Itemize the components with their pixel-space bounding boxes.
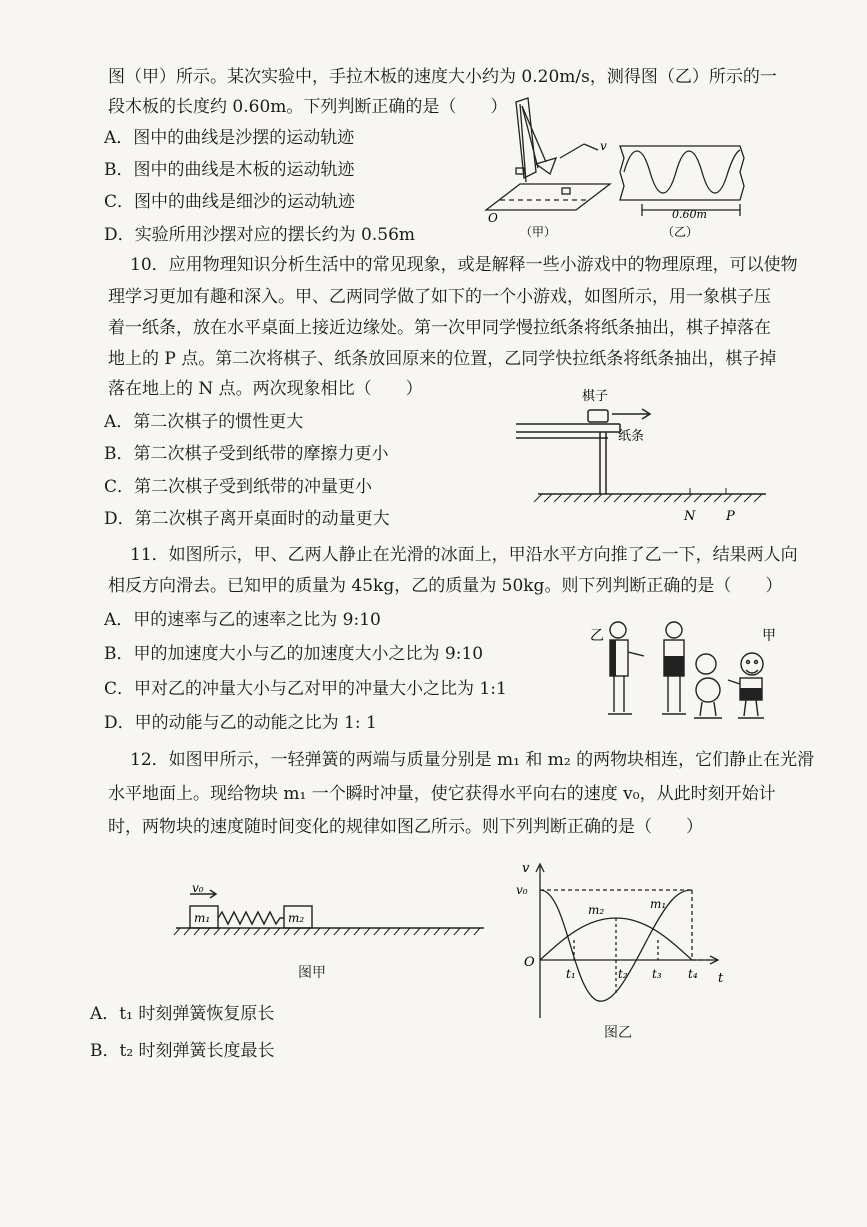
q12-fig-jia-m1-label: m₁ xyxy=(194,911,211,925)
q12-figure-yi-vt-graph xyxy=(508,856,734,1028)
q9-figure-yi xyxy=(612,138,752,242)
q10-line-5: 落在地上的 N 点。两次现象相比（ ） xyxy=(108,379,423,399)
q12-fig-yi-t3-label: t₃ xyxy=(652,967,662,981)
q9-fig-jia-caption: （甲） xyxy=(520,225,557,239)
q10-fig-n-label: N xyxy=(684,509,696,524)
q12-fig-yi-o-label: O xyxy=(524,955,535,970)
q11-figure-skaters xyxy=(588,612,778,730)
q10-line-2: 理学习更加有趣和深入。甲、乙两同学做了如下的一个小游戏，如图所示，用一象棋子压 xyxy=(108,287,771,307)
q12-fig-yi-t1-label: t₁ xyxy=(566,967,576,981)
q12-fig-yi-m2-label: m₂ xyxy=(588,903,605,917)
q12-line-1: 12．如图甲所示，一轻弹簧的两端与质量分别是 m₁ 和 m₂ 的两物块相连，它们静止在光滑 xyxy=(130,750,815,770)
q10-option-b: B．第二次棋子受到纸带的摩擦力更小 xyxy=(104,444,389,464)
q10-line-4: 地上的 P 点。第二次将棋子、纸条放回原来的位置，乙同学快拉纸条将纸条抽出，棋子掉 xyxy=(108,349,777,369)
q10-option-c: C．第二次棋子受到纸带的冲量更小 xyxy=(104,477,373,497)
q9-option-c: C．图中的曲线是细沙的运动轨迹 xyxy=(104,192,356,212)
q11-option-d: D．甲的动能与乙的动能之比为 1: 1 xyxy=(104,713,377,733)
q10-line-3: 着一纸条，放在水平桌面上接近边缘处。第一次甲同学慢拉纸条将纸条抽出，棋子掉落在 xyxy=(108,318,771,338)
q9-fig-o-label: O xyxy=(488,211,498,225)
q9-fig-length-label: 0.60m xyxy=(672,208,707,221)
q12-fig-yi-m1-label: m₁ xyxy=(650,897,667,911)
q12-fig-jia-caption: 图甲 xyxy=(298,965,326,981)
q12-figure-jia xyxy=(172,880,488,950)
q11-fig-yi-label: 乙 xyxy=(590,628,604,644)
q10-option-d: D．第二次棋子离开桌面时的动量更大 xyxy=(104,509,390,529)
q9-option-d: D．实验所用沙摆对应的摆长约为 0.56m xyxy=(104,225,416,245)
q11-line-2: 相反方向滑去。已知甲的质量为 45kg，乙的质量为 50kg。则下列判断正确的是（ ） xyxy=(108,576,783,596)
q12-fig-yi-t4-label: t₄ xyxy=(688,967,698,981)
q9-option-a: A．图中的曲线是沙摆的运动轨迹 xyxy=(104,128,355,148)
q11-option-a: A．甲的速率与乙的速率之比为 9:10 xyxy=(104,610,381,630)
q12-line-2: 水平地面上。现给物块 m₁ 一个瞬时冲量，使它获得水平向右的速度 v₀，从此时刻开始计 xyxy=(108,784,776,804)
q12-fig-yi-v-label: v xyxy=(522,861,530,876)
q10-fig-strip-label: 纸条 xyxy=(618,429,645,444)
q12-option-b: B．t₂ 时刻弹簧长度最长 xyxy=(90,1041,275,1061)
q10-figure-table xyxy=(508,380,778,526)
q11-option-b: B．甲的加速度大小与乙的加速度大小之比为 9:10 xyxy=(104,644,484,664)
q11-option-c: C．甲对乙的冲量大小与乙对甲的冲量大小之比为 1:1 xyxy=(104,679,507,699)
q12-option-a: A．t₁ 时刻弹簧恢复原长 xyxy=(90,1004,275,1024)
q12-fig-yi-v0-label: v₀ xyxy=(516,883,528,897)
q10-line-1: 10．应用物理知识分析生活中的常见现象，或是解释一些小游戏中的物理原理，可以使物 xyxy=(130,255,798,275)
q10-fig-p-label: P xyxy=(726,509,735,524)
q9-option-b: B．图中的曲线是木板的运动轨迹 xyxy=(104,160,355,180)
q10-fig-piece-label: 棋子 xyxy=(582,389,609,404)
q11-line-1: 11．如图所示，甲、乙两人静止在光滑的冰面上，甲沿水平方向推了乙一下，结果两人向 xyxy=(130,545,798,565)
q9-line-1: 图（甲）所示。某次实验中，手拉木板的速度大小约为 0.20m/s，测得图（乙）所示的一 xyxy=(108,67,777,87)
q12-fig-jia-m2-label: m₂ xyxy=(288,911,305,925)
q9-line-2: 段木板的长度约 0.60m。下列判断正确的是（ ） xyxy=(108,97,508,117)
q12-fig-yi-t2-label: t₂ xyxy=(618,967,628,981)
q11-fig-jia-label: 甲 xyxy=(762,628,776,644)
q12-fig-jia-v0-label: v₀ xyxy=(192,881,204,895)
q9-fig-yi-caption: （乙） xyxy=(662,225,699,239)
q12-fig-yi-t-label: t xyxy=(718,971,724,986)
q12-line-3: 时，两物块的速度随时间变化的规律如图乙所示。则下列判断正确的是（ ） xyxy=(108,817,703,837)
q9-fig-v-label: v xyxy=(600,139,607,153)
q12-fig-yi-caption: 图乙 xyxy=(604,1025,632,1041)
q10-option-a: A．第二次棋子的惯性更大 xyxy=(104,412,304,432)
q9-figure-jia xyxy=(480,92,620,242)
